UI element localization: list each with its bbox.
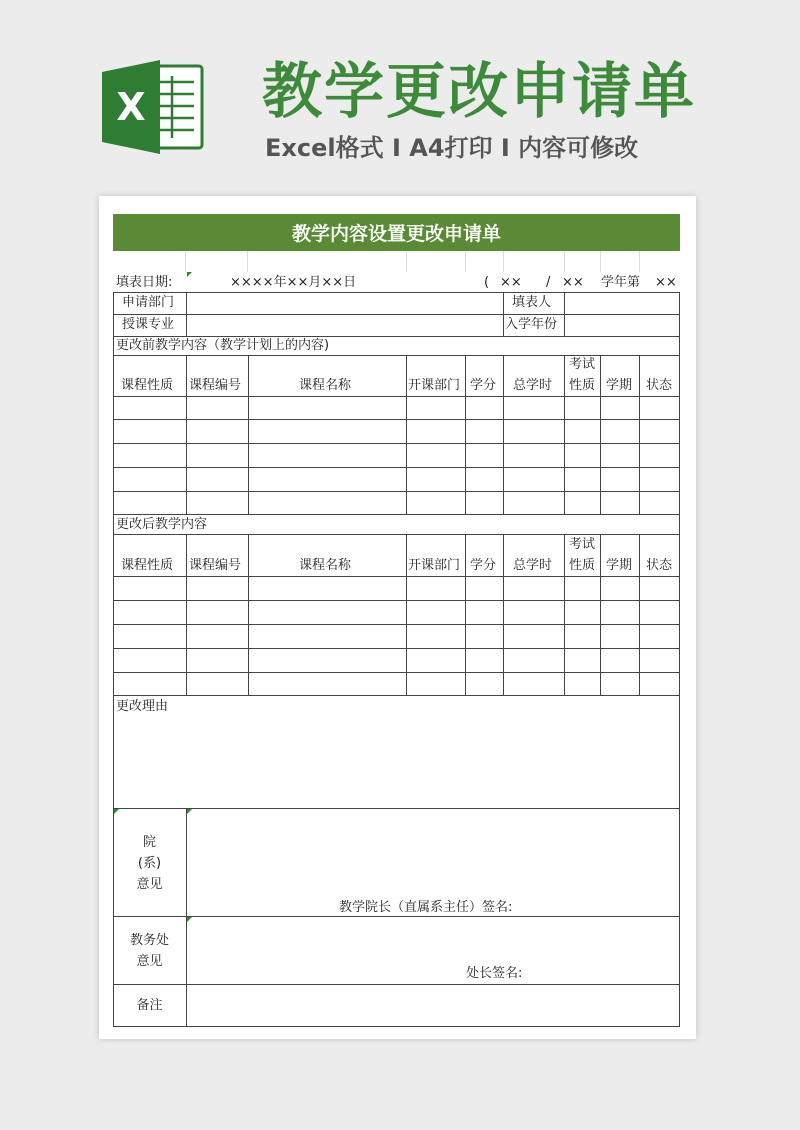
term-value[interactable]: ×× (655, 275, 677, 290)
banner-subtitle: Excel格式 I A4打印 I 内容可修改 (265, 134, 639, 162)
col-header-status: 状态 (646, 378, 673, 393)
school-year-open-paren: ( (484, 275, 490, 290)
cell-comment-marker (187, 917, 192, 922)
college-opinion-line1: 院 (142, 835, 156, 850)
col-header-nature: 课程性质 (121, 378, 174, 393)
col-header-code: 课程编号 (189, 558, 242, 573)
col-header-exam-line2: 性质 (569, 558, 596, 573)
cell-comment-marker (114, 809, 119, 814)
college-opinion-line2: (系) (137, 856, 162, 871)
col-header-nature: 课程性质 (121, 558, 174, 573)
col-header-exam-line1: 考试 (569, 537, 596, 552)
col-header-exam-line1: 考试 (569, 357, 596, 372)
fill-date-value[interactable]: ××××年××月××日 (230, 275, 357, 290)
cell-comment-marker (187, 809, 192, 814)
col-header-code: 课程编号 (189, 378, 242, 393)
before-section-title: 更改前教学内容（教学计划上的内容) (116, 338, 330, 353)
spreadsheet-gridlines (113, 251, 680, 272)
affairs-opinion-line2: 意见 (136, 954, 163, 969)
cell-comment-marker (187, 272, 192, 277)
enroll-year-label: 入学年份 (505, 317, 558, 332)
reason-label: 更改理由 (116, 699, 169, 714)
fill-date-label: 填表日期: (116, 275, 173, 290)
school-year-slash: / (546, 275, 551, 290)
col-header-semester: 学期 (606, 558, 633, 573)
excel-icon (102, 58, 206, 156)
banner-title: 教学更改申请单 (262, 57, 696, 127)
major-label: 授课专业 (122, 317, 175, 332)
after-section-title: 更改后教学内容 (116, 517, 208, 532)
filler-label: 填表人 (512, 295, 552, 310)
col-header-status: 状态 (646, 558, 673, 573)
col-header-exam-line2: 性质 (569, 378, 596, 393)
col-header-credit: 学分 (470, 558, 497, 573)
col-header-hours: 总学时 (513, 558, 553, 573)
form-title: 教学内容设置更改申请单 (113, 214, 680, 251)
school-year-end[interactable]: ×× (562, 275, 584, 290)
remark-label: 备注 (136, 998, 163, 1013)
col-header-dept: 开课部门 (408, 558, 461, 573)
affairs-signature-label: 处长签名: (466, 966, 523, 981)
col-header-name: 课程名称 (299, 558, 352, 573)
excel-logo-letter: X (116, 85, 146, 129)
term-label: 学年第 (601, 275, 641, 290)
col-header-credit: 学分 (470, 378, 497, 393)
col-header-semester: 学期 (606, 378, 633, 393)
col-header-name: 课程名称 (299, 378, 352, 393)
col-header-hours: 总学时 (513, 378, 553, 393)
dept-label: 申请部门 (122, 295, 175, 310)
school-year-start[interactable]: ×× (500, 275, 522, 290)
col-header-dept: 开课部门 (408, 378, 461, 393)
affairs-opinion-line1: 教务处 (129, 933, 169, 948)
college-signature-label: 教学院长（直属系主任）签名: (339, 900, 513, 915)
college-opinion-line3: 意见 (136, 877, 163, 892)
